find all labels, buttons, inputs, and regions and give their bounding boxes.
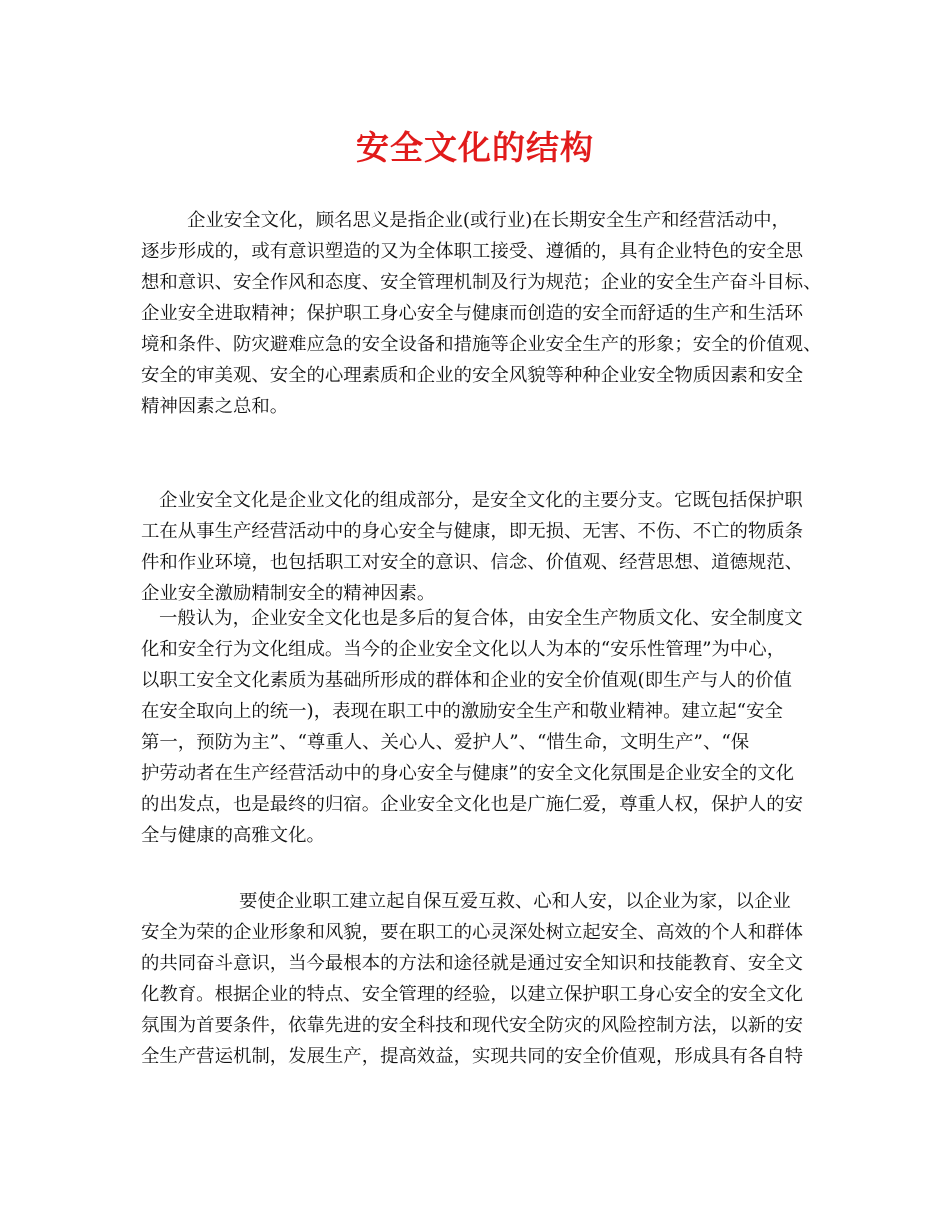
paragraph-line: 想和意识、安全作风和态度、安全管理机制及行为规范；企业的安全生产奋斗目标、	[141, 272, 822, 293]
paragraph-line: 一般认为，企业安全文化也是多后的复合体，由安全生产物质文化、安全制度文	[159, 608, 803, 629]
paragraph-line: 的共同奋斗意识，当今最根本的方法和途径就是通过安全知识和技能教育、安全文	[141, 953, 804, 974]
paragraph-line: 以职工安全文化素质为基础所形成的群体和企业的安全价值观(即生产与人的价值	[141, 670, 792, 691]
paragraph-line: 件和作业环境，也包括职工对安全的意识、信念、价值观、经营思想、道德规范、	[141, 552, 804, 573]
paragraph-1	[141, 205, 831, 422]
paragraph-line: 企业安全激励精制安全的精神因素。	[141, 583, 436, 604]
paragraph-line: 全生产营运机制，发展生产，提高效益，实现共同的安全价值观，形成具有各自特	[141, 1046, 804, 1067]
paragraph-line: 企业安全进取精神；保护职工身心安全与健康而创造的安全而舒适的生产和生活环	[141, 303, 804, 324]
document-title: 安全文化的结构	[356, 128, 594, 167]
paragraph-line: 境和条件、防灾避难应急的安全设备和措施等企业安全生产的形象；安全的价值观、	[141, 334, 822, 355]
paragraph-line: 企业安全文化，顾名思义是指企业(或行业)在长期安全生产和经营活动中，	[187, 210, 790, 231]
paragraph-line: 第一，预防为主”、“尊重人、关心人、爱护人”、“惜生命，文明生产”、“保	[141, 732, 750, 753]
paragraph-3	[141, 603, 831, 851]
paragraph-4	[141, 886, 831, 1072]
paragraph-line: 工在从事生产经营活动中的身心安全与健康，即无损、无害、不伤、不亡的物质条	[141, 521, 804, 542]
paragraph-line: 化教育。根据企业的特点、安全管理的经验，以建立保护职工身心安全的安全文化	[141, 984, 804, 1005]
paragraph-line: 化和安全行为文化组成。当今的企业安全文化以人为本的“安乐性管理”为中心，	[141, 639, 786, 660]
paragraph-line: 的出发点，也是最终的归宿。企业安全文化也是广施仁爱，尊重人权，保护人的安	[141, 794, 804, 815]
paragraph-line: 精神因素之总和。	[141, 396, 289, 417]
paragraph-line: 护劳动者在生产经营活动中的身心安全与健康”的安全文化氛围是企业安全的文化	[141, 763, 795, 784]
paragraph-line: 在安全取向上的统一)，表现在职工中的激励安全生产和敬业精神。建立起“安全	[141, 701, 783, 722]
paragraph-line: 逐步形成的，或有意识塑造的又为全体职工接受、遵循的，具有企业特色的安全思	[141, 241, 804, 262]
paragraph-line: 要使企业职工建立起自保互爱互救、心和人安，以企业为家，以企业	[239, 891, 791, 912]
paragraph-line: 企业安全文化是企业文化的组成部分，是安全文化的主要分支。它既包括保护职	[159, 490, 803, 511]
paragraph-line: 安全的审美观、安全的心理素质和企业的安全风貌等种种企业安全物质因素和安全	[141, 365, 804, 386]
paragraph-2	[141, 485, 831, 609]
paragraph-line: 全与健康的高雅文化。	[141, 825, 325, 846]
paragraph-line: 氛围为首要条件，依靠先进的安全科技和现代安全防灾的风险控制方法，以新的安	[141, 1015, 804, 1036]
paragraph-line: 安全为荣的企业形象和风貌，要在职工的心灵深处树立起安全、高效的个人和群体	[141, 922, 804, 943]
